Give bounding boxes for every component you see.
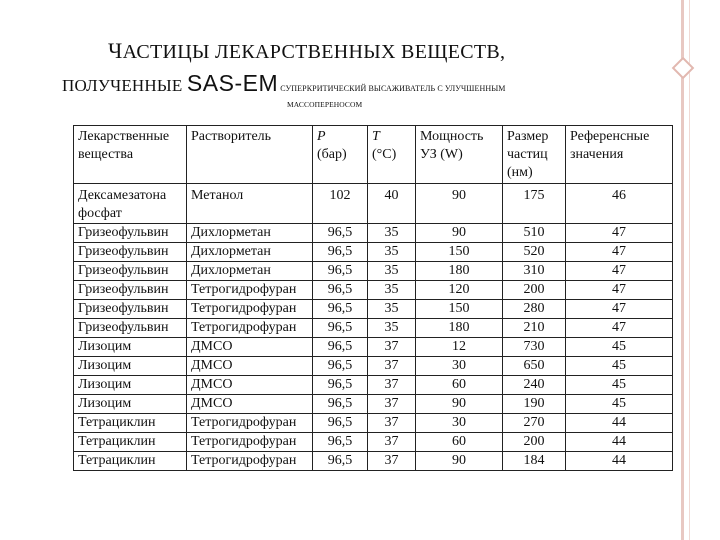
slide-frame-line-inner (689, 0, 690, 540)
table-cell: 96,5 (313, 262, 368, 281)
table-cell: 96,5 (313, 319, 368, 338)
header-reference-line1: Референсные (570, 129, 650, 144)
table-cell: 102 (313, 184, 368, 224)
table-cell: 90 (416, 224, 503, 243)
table-cell: 37 (368, 357, 416, 376)
table-cell: Дексамезатона фосфат (74, 184, 187, 224)
table-cell: Тетрациклин (74, 452, 187, 471)
table-cell: 35 (368, 281, 416, 300)
table-row (74, 452, 673, 471)
table-cell: 44 (566, 414, 673, 433)
table-cell: 96,5 (313, 376, 368, 395)
header-pressure-line2: (бар) (317, 147, 347, 162)
title-line-2 (62, 70, 506, 97)
table-cell: Дихлорметан (187, 243, 313, 262)
table-row (74, 395, 673, 414)
header-temperature-line1: T (372, 129, 380, 144)
table-cell: Гризеофульвин (74, 300, 187, 319)
table-cell: 180 (416, 319, 503, 338)
table-cell: Тетрогидрофуран (187, 300, 313, 319)
table-cell: Тетрациклин (74, 414, 187, 433)
table-cell: 650 (503, 357, 566, 376)
table-cell: 47 (566, 262, 673, 281)
table-body (74, 184, 673, 471)
table-cell: Гризеофульвин (74, 224, 187, 243)
table-cell: 37 (368, 433, 416, 452)
header-particle-size-line2: (нм) (507, 165, 533, 180)
table-cell: Метанол (187, 184, 313, 224)
table-cell: 96,5 (313, 224, 368, 243)
table-cell: 150 (416, 243, 503, 262)
table-cell: 520 (503, 243, 566, 262)
table-cell: 120 (416, 281, 503, 300)
header-pressure-line1: P (317, 129, 326, 144)
table-cell: 35 (368, 224, 416, 243)
table-cell: 96,5 (313, 433, 368, 452)
table-cell: 45 (566, 357, 673, 376)
title-line-2-text: ПОЛУЧЕННЫЕ (62, 76, 187, 95)
table-row (74, 376, 673, 395)
table-cell: 35 (368, 300, 416, 319)
table-cell: 45 (566, 395, 673, 414)
table-cell: 40 (368, 184, 416, 224)
table-cell: 240 (503, 376, 566, 395)
table-cell: Лизоцим (74, 338, 187, 357)
table-cell: 35 (368, 262, 416, 281)
header-particle-size-line1: Размер частиц (507, 129, 549, 162)
title-sas-em: SAS-EM (186, 70, 279, 96)
table-cell: 280 (503, 300, 566, 319)
table-row (74, 243, 673, 262)
table-cell: 45 (566, 376, 673, 395)
table-header-row (74, 126, 673, 184)
header-ultrasound-power-line2: УЗ (W) (420, 147, 463, 162)
table-cell: 96,5 (313, 243, 368, 262)
slide-frame-line (681, 0, 684, 540)
table-cell: Тетрациклин (74, 433, 187, 452)
header-drug (74, 126, 187, 184)
table-cell: 37 (368, 414, 416, 433)
table-row (74, 414, 673, 433)
table-cell: 37 (368, 395, 416, 414)
table-cell: 96,5 (313, 357, 368, 376)
slide-frame-diamond-ornament (672, 57, 695, 80)
title-sas-em-expansion: СУПЕРКРИТИЧЕСКИЙ ВЫСАЖИВАТЕЛЬ С УЛУЧШЕННЫМ (278, 84, 506, 93)
table-cell: 310 (503, 262, 566, 281)
table-cell: ДМСО (187, 376, 313, 395)
table-cell: 510 (503, 224, 566, 243)
table-cell: Гризеофульвин (74, 319, 187, 338)
table-cell: 37 (368, 452, 416, 471)
header-particle-size (503, 126, 566, 184)
header-temperature-line2: (°C) (372, 147, 397, 162)
header-temperature (368, 126, 416, 184)
table-row (74, 357, 673, 376)
title-line-3: МАССОПЕРЕНОСОМ (287, 100, 363, 109)
table-cell: Лизоцим (74, 357, 187, 376)
table-cell: 96,5 (313, 395, 368, 414)
table-cell: 30 (416, 357, 503, 376)
table-cell: 47 (566, 224, 673, 243)
table-cell: 44 (566, 433, 673, 452)
table-row (74, 433, 673, 452)
table-cell: 35 (368, 243, 416, 262)
table-cell: Тетрогидрофуран (187, 281, 313, 300)
header-reference-line2: значения (570, 147, 624, 162)
table-row (74, 319, 673, 338)
table-cell: Тетрогидрофуран (187, 414, 313, 433)
title-line-1-text: АСТИЦЫ ЛЕКАРСТВЕННЫХ ВЕЩЕСТВ, (122, 41, 506, 63)
table-cell: 90 (416, 452, 503, 471)
table-cell: 60 (416, 376, 503, 395)
table-cell: 35 (368, 319, 416, 338)
table-cell: 47 (566, 243, 673, 262)
table-cell: 44 (566, 452, 673, 471)
table-cell: 184 (503, 452, 566, 471)
table-cell: 90 (416, 184, 503, 224)
table-cell: 150 (416, 300, 503, 319)
table-cell: 60 (416, 433, 503, 452)
table-row (74, 224, 673, 243)
table-cell: ДМСО (187, 395, 313, 414)
header-drug-line2: вещества (78, 147, 134, 162)
table-row (74, 262, 673, 281)
table-cell: 190 (503, 395, 566, 414)
table-cell: Лизоцим (74, 376, 187, 395)
table-cell: Гризеофульвин (74, 281, 187, 300)
table-row (74, 300, 673, 319)
table-cell: 200 (503, 433, 566, 452)
table-cell: 37 (368, 338, 416, 357)
table-cell: 730 (503, 338, 566, 357)
table-cell: Дихлорметан (187, 224, 313, 243)
table-cell: 30 (416, 414, 503, 433)
table-cell: Гризеофульвин (74, 262, 187, 281)
table-row (74, 281, 673, 300)
title-line-1 (108, 38, 505, 64)
header-drug-line1: Лекарственные (78, 129, 170, 144)
table-cell: Тетрогидрофуран (187, 319, 313, 338)
table-cell: ДМСО (187, 357, 313, 376)
table-cell: 47 (566, 300, 673, 319)
table-cell: ДМСО (187, 338, 313, 357)
header-solvent (187, 126, 313, 184)
table-cell: 210 (503, 319, 566, 338)
table-cell: Тетрогидрофуран (187, 433, 313, 452)
table-cell: 96,5 (313, 300, 368, 319)
table-cell: Лизоцим (74, 395, 187, 414)
table-cell: 200 (503, 281, 566, 300)
table-cell: 37 (368, 376, 416, 395)
header-solvent-line1: Растворитель (191, 129, 272, 144)
header-ultrasound-power (416, 126, 503, 184)
table-cell: 96,5 (313, 414, 368, 433)
drug-particles-table (73, 125, 673, 471)
table-cell: Дихлорметан (187, 262, 313, 281)
table-cell: 47 (566, 319, 673, 338)
header-pressure (313, 126, 368, 184)
table-cell: Гризеофульвин (74, 243, 187, 262)
table-cell: 90 (416, 395, 503, 414)
table-cell: 96,5 (313, 338, 368, 357)
table-row (74, 184, 673, 224)
table-cell: 47 (566, 281, 673, 300)
table-cell: 180 (416, 262, 503, 281)
table-cell: 96,5 (313, 281, 368, 300)
table-cell: Тетрогидрофуран (187, 452, 313, 471)
table-cell: 270 (503, 414, 566, 433)
header-reference (566, 126, 673, 184)
table-cell: 12 (416, 338, 503, 357)
table-row (74, 338, 673, 357)
table-cell: 96,5 (313, 452, 368, 471)
title-initial-cap: Ч (108, 38, 123, 63)
header-ultrasound-power-line1: Мощность (420, 129, 484, 144)
table-cell: 46 (566, 184, 673, 224)
table-cell: 175 (503, 184, 566, 224)
table-cell: 45 (566, 338, 673, 357)
